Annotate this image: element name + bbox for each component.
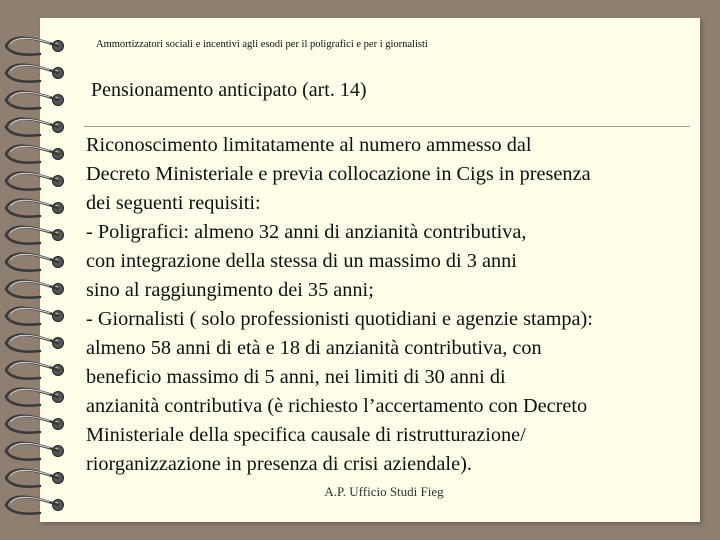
spiral-ring-icon <box>6 227 64 244</box>
spiral-ring-icon <box>6 92 64 109</box>
title-divider <box>84 126 690 127</box>
spiral-ring-icon <box>6 362 64 379</box>
footer-text: A.P. Ufficio Studi Fieg <box>324 484 444 499</box>
slide-header: Ammortizzatori sociali e incentivi agli esodi per il poligrafici e per i giornalisti <box>96 39 428 50</box>
spiral-ring-icon <box>6 416 64 433</box>
body-line: - Giornalisti ( solo professionisti quotidiani e agenzie stampa): <box>86 308 593 330</box>
spiral-ring-icon <box>6 281 64 298</box>
spiral-ring-icon <box>6 389 64 406</box>
body-line: - Poligrafici: almeno 32 anni di anzianità contributiva, <box>86 221 527 243</box>
body-line: con integrazione della stessa di un massimo di 3 anni <box>86 250 517 272</box>
spiral-ring-icon <box>6 335 64 352</box>
spiral-ring-icon <box>6 254 64 271</box>
body-line: Decreto Ministeriale e previa collocazione in Cigs in presenza <box>86 163 591 185</box>
body-line: beneficio massimo di 5 anni, nei limiti di 30 anni di <box>86 366 506 388</box>
slide-body <box>86 131 694 479</box>
spiral-ring-icon <box>6 308 64 325</box>
spiral-ring-icon <box>6 200 64 217</box>
spiral-ring-icon <box>6 38 64 55</box>
spiral-ring-icon <box>6 65 64 82</box>
spiral-ring-icon <box>6 443 64 460</box>
body-line: almeno 58 anni di età e 18 di anzianità contributiva, con <box>86 337 542 359</box>
body-line: Ministeriale della specifica causale di ristrutturazione/ <box>86 424 526 446</box>
body-line: dei seguenti requisiti: <box>86 192 261 214</box>
body-line: sino al raggiungimento dei 35 anni; <box>86 279 374 301</box>
spiral-binding <box>0 0 80 540</box>
slide-footer <box>0 484 720 500</box>
body-line: riorganizzazione in presenza di crisi aziendale). <box>86 453 472 475</box>
spiral-ring-icon <box>6 173 64 190</box>
spiral-ring-icon <box>6 146 64 163</box>
spiral-ring-icon <box>6 119 64 136</box>
body-line: Riconoscimento limitatamente al numero ammesso dal <box>86 134 532 156</box>
slide-title: Pensionamento anticipato (art. 14) <box>91 79 367 101</box>
body-line: anzianità contributiva (è richiesto l’accertamento con Decreto <box>86 395 588 417</box>
